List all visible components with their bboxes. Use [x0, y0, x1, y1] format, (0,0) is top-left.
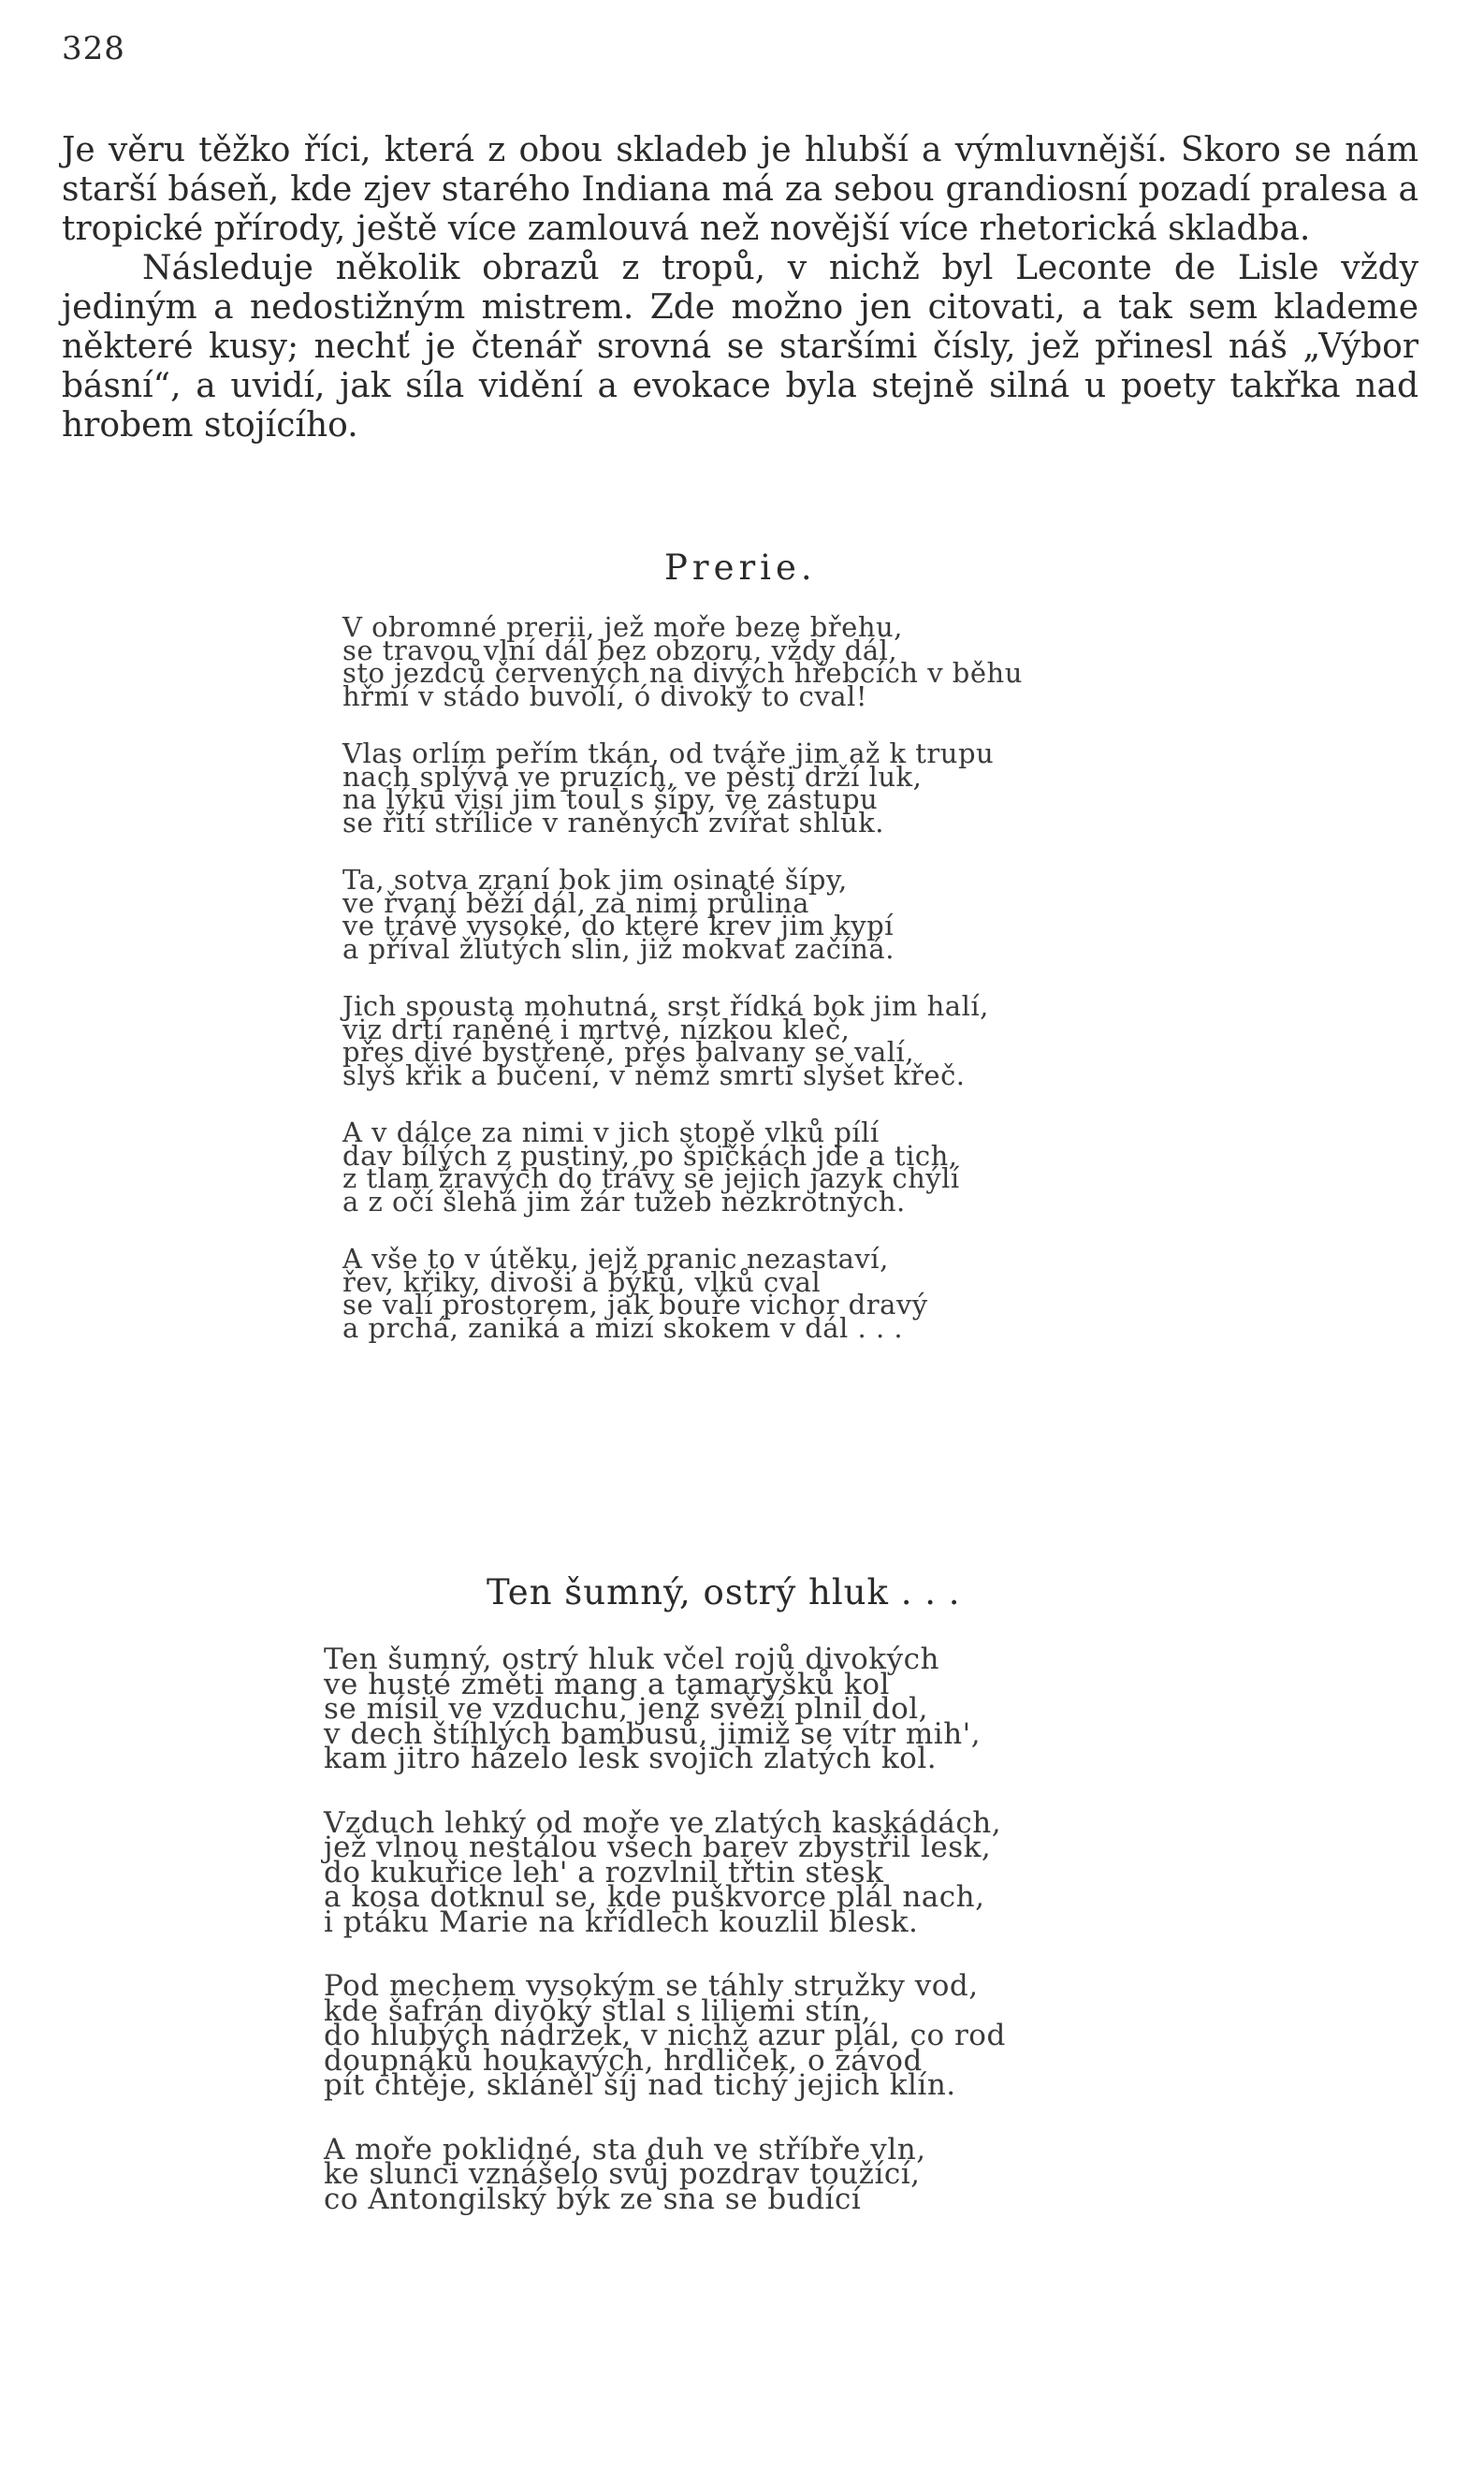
verse-line: ve řvaní běží dál, za nimi průlina [342, 886, 809, 919]
verse-line: ve trávě vysoké, do které krev jim kypí [342, 910, 894, 941]
verse-line: nach splývá ve pruzích, ve pěsti drží luk, [342, 760, 923, 793]
verse-line: v dech štíhlých bambusů, jimiž se vítr mih', [324, 1716, 982, 1751]
verse-line: Vlas orlím peřím tkán, od tváře jim až k trupu [342, 737, 995, 769]
intro-text [62, 131, 1419, 445]
verse-line: hřmí v stádo buvolí, ó divoký to cval! [342, 679, 867, 712]
verse-line: V obromné prerii, jež moře beze břehu, [342, 611, 903, 643]
verse-line: přes divé bystřeně, přes balvany se valí, [342, 1036, 915, 1068]
verse-line: ve husté změti mang a tamaryšků kol [324, 1667, 890, 1701]
poem-prerie [342, 611, 1023, 1374]
poem-title-prerie: Prerie. [664, 547, 817, 588]
verse-line: na lýku visí jim toul s šípy, ve zástupu [342, 783, 879, 815]
verse-line: Vzduch lehký od moře ve zlatých kaskádách, [324, 1805, 1002, 1840]
verse-line: dav bílých z pustiny, po špičkách jde a tich, [342, 1139, 958, 1172]
verse-line: sto jezdců červených na divých hřebcích v běhu [342, 657, 1023, 689]
verse-line: ke slunci vznášelo svůj pozdrav toužící, [324, 2157, 921, 2191]
verse-line: i ptáku Marie na křídlech kouzlil blesk. [324, 1904, 919, 1939]
verse-line: viz drtí raněné i mrtvé, nízkou kleč, [342, 1013, 851, 1045]
verse-line: se valí prostorem, jak bouře vichor dravý [342, 1289, 928, 1321]
verse-line: Ten šumný, ostrý hluk včel rojů divokých [324, 1642, 939, 1676]
stanza [324, 1969, 1006, 2102]
verse-line: se řítí střílice v raněných zvířat shluk. [342, 806, 884, 839]
verse-line: Pod mechem vysokým se táhly stružky vod, [324, 1969, 979, 2003]
verse-line: A vše to v útěku, jejž pranic nezastaví, [342, 1243, 889, 1275]
verse-line: a prchá, zaniká a mizí skokem v dál . . . [342, 1311, 904, 1344]
page-number: 328 [62, 30, 125, 67]
verse-line: do hlubých nádržek, v nichž azur plál, co rod [324, 2019, 1006, 2052]
verse-line: kde šafrán divoký stlal s liliemi stín, [324, 1993, 871, 2028]
poem-title-sumny-hluk: Ten šumný, ostrý hluk . . . [487, 1572, 961, 1612]
verse-line: se travou vlní dál bez obzoru, vždy dál, [342, 634, 898, 666]
stanza [324, 2132, 1006, 2216]
verse-line: do kukuřice leh' a rozvlnil třtin stesk [324, 1855, 884, 1890]
verse-line: se mísil ve vzduchu, jenž svěží plnil dol, [324, 1692, 929, 1726]
verse-line: a příval žlutých slin, již mokvat začíná. [342, 932, 895, 965]
poem-sumny-hluk [324, 1642, 1006, 2251]
stanza [324, 1805, 1006, 1939]
verse-line: a kosa dotknul se, kde puškvorce plál nach, [324, 1880, 985, 1914]
verse-line: Ta, sotva zraní bok jim osinaté šípy, [342, 864, 848, 896]
stanza [342, 864, 1023, 965]
stanza [342, 1116, 1023, 1218]
verse-line: a z očí šlehá jim žár tužeb nezkrotných. [342, 1185, 906, 1218]
verse-line: doupnáků houkavých, hrdliček, o závod [324, 2043, 923, 2078]
stanza [324, 1642, 1006, 1775]
verse-line: slyš křik a bučení, v němž smrti slyšet křeč. [342, 1058, 966, 1091]
intro-paragraph: Je věru těžko říci, která z obou skladeb je hlubší a výmluvnější. Skoro se nám starší báseň, kde zjev starého Indiana má za sebou grandiosní pozadí pralesa a tropické přírody, ještě více zamlouvá než novější více rhetorická skladba. [62, 131, 1419, 248]
stanza [342, 990, 1023, 1091]
stanza [342, 1243, 1023, 1344]
verse-line: kam jitro házelo lesk svojich zlatých kol. [324, 1742, 938, 1775]
verse-line: A moře poklidné, sta duh ve stříbře vln, [324, 2132, 926, 2167]
intro-paragraph: Následuje několik obrazů z tropů, v nichž byl Leconte de Lisle vždy jediným a nedostižným mistrem. Zde možno jen citovati, a tak sem klademe některé kusy; nechť je čtenář srovná se staršími čísly, jež přinesl náš „Výbor básní“, a uvidí, jak síla vidění a evokace byla stejně silná u poety takřka nad hrobem stojícího. [62, 249, 1419, 445]
verse-line: z tlam žravých do trávy se jejich jazyk chýlí [342, 1162, 960, 1194]
verse-line: co Antongilský býk ze sna se budící [324, 2181, 862, 2216]
stanza [342, 737, 1023, 839]
verse-line: Jich spousta mohutná, srst řídká bok jim halí, [342, 990, 989, 1022]
verse-line: jež vlnou nestálou všech barev zbystřil lesk, [324, 1831, 992, 1864]
verse-line: pít chtěje, skláněl šíj nad tichý jejich klín. [324, 2068, 956, 2102]
verse-line: řev, křiky, divoši a býků, vlků cval [342, 1265, 822, 1298]
stanza [342, 611, 1023, 712]
verse-line: A v dálce za nimi v jich stopě vlků pílí [342, 1116, 880, 1148]
